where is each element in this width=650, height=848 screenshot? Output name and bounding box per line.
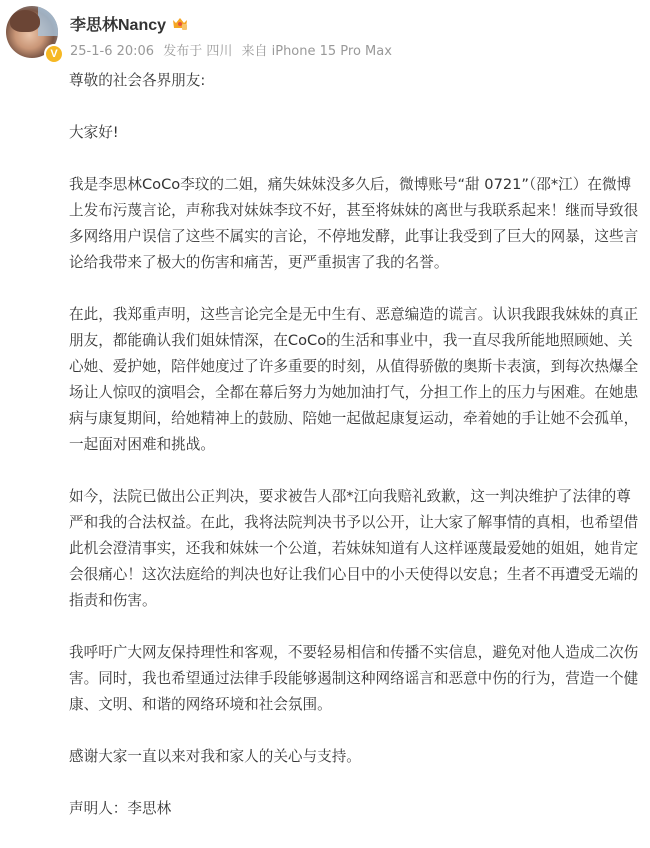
post-paragraph: 大家好!: [69, 124, 119, 141]
avatar-detail: [10, 10, 40, 32]
post-paragraph: 如今，法院已做出公正判决，要求被告人邵*江向我赔礼致歉，这一判决维护了法律的尊严和我的合法权益。在此，我将法院判决书予以公开，让大家了解事情的真相，也希望借此机会澄清事实，还我和妹妹一个公道，若妹妹知道有人这样诬蔑最爱她的姐姐，她肯定会很痛心！这次法庭给的判决也好让我们心目中的小天使得以安息；生者不再遭受无端的指责和伤害。: [69, 488, 639, 609]
post-header: [0, 0, 650, 66]
post-device: 来自 iPhone 15 Pro Max: [241, 44, 392, 59]
signature: 声明人：李思林: [69, 800, 172, 817]
author-row: [70, 12, 188, 34]
post-time[interactable]: 25-1-6 20:06: [70, 44, 155, 59]
post-location: 发布于 四川: [163, 44, 233, 59]
post-paragraph: 我呼吁广大网友保持理性和客观，不要轻易相信和传播不实信息，避免对他人造成二次伤害。同时，我也希望通过法律手段能够遏制这种网络谣言和恶意中伤的行为，营造一个健康、文明、和谐的网络环境和社会氛围。: [69, 644, 639, 713]
member-crown-icon[interactable]: [172, 16, 188, 30]
post-meta: [70, 40, 397, 59]
post-paragraph: 我是李思林CoCo李玟的二姐，痛失妹妹没多久后，微博账号“甜 0721”（邵*江）在微博上发布污蔑言论，声称我对妹妹李玟不好，甚至将妹妹的离世与我联系起来！继而导致很多网络用户误信了这些不属实的言论，不停地发酵，此事让我受到了巨大的网暴，这些言论给我带来了极大的伤害和痛苦，更严重损害了我的名誉。: [69, 176, 639, 271]
post-paragraph: 尊敬的社会各界朋友:: [69, 72, 206, 89]
post-paragraph: 感谢大家一直以来对我和家人的关心与支持。: [69, 748, 361, 765]
avatar-background: [38, 6, 58, 36]
post-paragraph: 在此，我郑重声明，这些言论完全是无中生有、恶意编造的谎言。认识我跟我妹妹的真正朋友，都能确认我们姐妹情深，在CoCo的生活和事业中，我一直尽我所能地照顾她、关心她、爱护她，陪伴她度过了许多重要的时刻，从值得骄傲的奥斯卡表演，到每次热爆全场让人惊叹的演唱会，全都在幕后努力为她加油打气，分担工作上的压力与困难。在她患病与康复期间，给她精神上的鼓励、陪她一起做起康复运动，牵着她的手让她不会孤单，一起面对困难和挑战。: [69, 306, 639, 453]
post-content: [69, 68, 641, 848]
verified-badge-icon: V: [44, 44, 64, 64]
author-name[interactable]: 李思林Nancy: [70, 16, 167, 34]
